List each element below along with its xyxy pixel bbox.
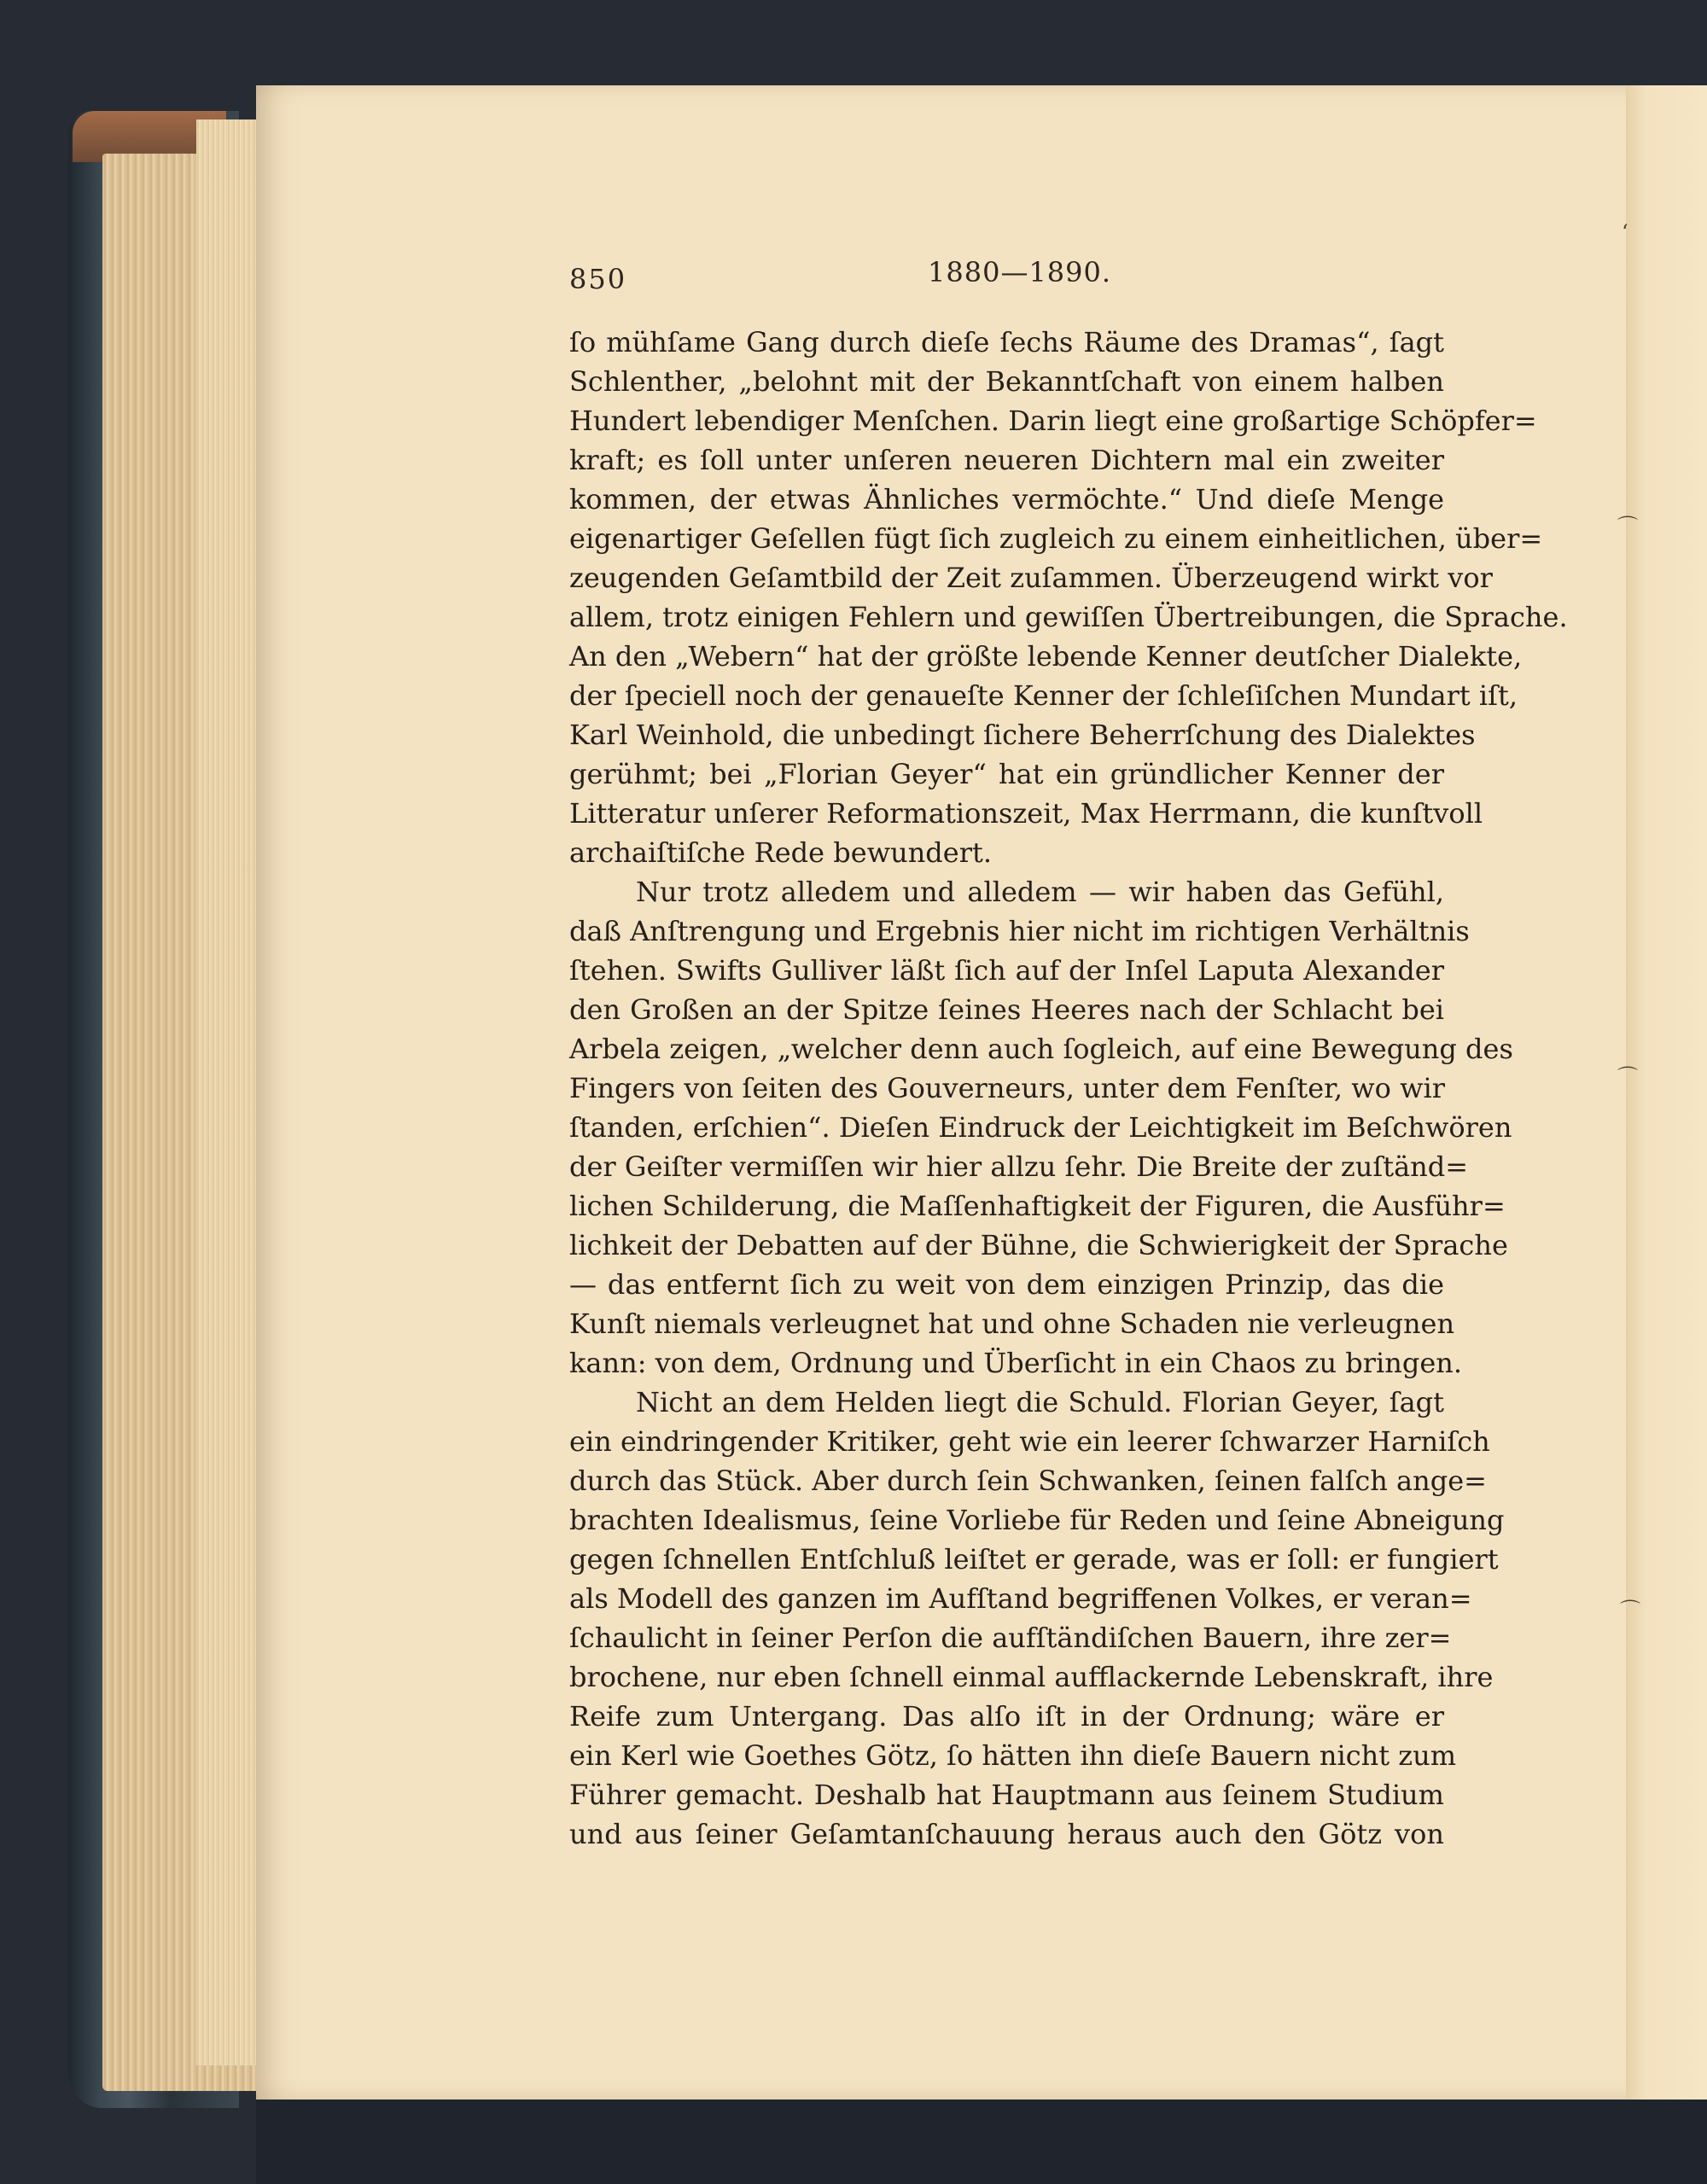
- text-line: durch das Stück. Aber durch ſein Schwanken, ſeinen falſch ange=: [569, 1465, 1487, 1497]
- margin-mark: ⌒: [1617, 515, 1638, 539]
- text-line: lichkeit der Debatten auf der Bühne, die Schwierigkeit der Sprache: [569, 1229, 1508, 1261]
- text-line: Nur trotz alledem und alledem — wir haben das Gefühl,: [636, 876, 1444, 908]
- text-line: Litteratur unſerer Reformationszeit, Max Herrmann, die kunſtvoll: [569, 797, 1483, 830]
- text-line: ſtehen. Swifts Gulliver läßt ſich auf der Inſel Laputa Alexander: [569, 954, 1444, 987]
- text-line: der Geiſter vermiſſen wir hier allzu ſehr. Die Breite der zuſtänd=: [569, 1150, 1469, 1183]
- page-header: [569, 256, 1461, 299]
- text-line: ein Kerl wie Goethes Götz, ſo hätten ihn dieſe Bauern nicht zum: [569, 1739, 1457, 1772]
- text-line: Fingers von ſeiten des Gouverneurs, unter dem Fenſter, wo wir: [569, 1072, 1445, 1104]
- text-line: daß Anſtrengung und Ergebnis hier nicht im richtigen Verhältnis: [569, 915, 1470, 947]
- text-line: Arbela zeigen, „welcher denn auch ſogleich, auf eine Bewegung des: [569, 1033, 1513, 1065]
- text-line: kraft; es ſoll unter unſeren neueren Dichtern mal ein zweiter: [569, 444, 1444, 476]
- background-bottom: [256, 2100, 1707, 2184]
- running-head: 1880—1890.: [928, 256, 1112, 288]
- text-line: ſchaulicht in ſeiner Perſon die aufſtändiſchen Bauern, ihre zer=: [569, 1622, 1452, 1654]
- margin-mark: ⌒: [1617, 1065, 1638, 1089]
- text-line: ein eindringender Kritiker, geht wie ein leerer ſchwarzer Harniſch: [569, 1425, 1490, 1458]
- body-text: [569, 323, 1568, 1854]
- text-line: archaiſtiſche Rede bewundert.: [569, 836, 993, 869]
- margin-mark: ʻ: [1622, 220, 1628, 244]
- text-line: zeugenden Geſamtbild der Zeit zuſammen. Überzeugend wirkt vor: [569, 562, 1493, 594]
- text-line: brochene, nur eben ſchnell einmal aufflackernde Lebenskraft, ihre: [569, 1661, 1494, 1693]
- page-block-inner-edge: [196, 119, 265, 2065]
- text-line: als Modell des ganzen im Aufſtand begriffenen Volkes, er veran=: [569, 1582, 1472, 1615]
- text-line: Kunſt niemals verleugnet hat und ohne Schaden nie verleugnen: [569, 1307, 1455, 1340]
- text-line: lichen Schilderung, die Maſſenhaftigkeit der Figuren, die Ausführ=: [569, 1190, 1506, 1222]
- text-line: Schlenther, „belohnt mit der Bekanntſchaft von einem halben: [569, 365, 1444, 398]
- text-line: Reife zum Untergang. Das alſo iſt in der Ordnung; wäre er: [569, 1700, 1444, 1733]
- page-number: 850: [569, 263, 627, 295]
- text-line: der ſpeciell noch der genaueſte Kenner der ſchleſiſchen Mundart iſt,: [569, 679, 1518, 712]
- text-line: Hundert lebendiger Menſchen. Darin liegt eine großartige Schöpfer=: [569, 405, 1537, 437]
- text-line: Nicht an dem Helden liegt die Schuld. Florian Geyer, ſagt: [636, 1386, 1444, 1418]
- text-line: gegen ſchnellen Entſchluß leiſtet er gerade, was er ſoll: er fungiert: [569, 1543, 1499, 1575]
- text-line: und aus ſeiner Geſamtanſchauung heraus auch den Götz von: [569, 1818, 1444, 1850]
- text-line: allem, trotz einigen Fehlern und gewiſſen Übertreibungen, die Sprache.: [569, 601, 1568, 633]
- text-line: Führer gemacht. Deshalb hat Hauptmann aus ſeinem Studium: [569, 1779, 1444, 1811]
- text-line: ſo mühſame Gang durch dieſe ſechs Räume des Dramas“, ſagt: [569, 326, 1444, 358]
- text-line: den Großen an der Spitze ſeines Heeres nach der Schlacht bei: [569, 993, 1444, 1026]
- text-line: gerühmt; bei „Florian Geyer“ hat ein gründlicher Kenner der: [569, 758, 1444, 790]
- text-line: eigenartiger Geſellen fügt ſich zugleich zu einem einheitlichen, über=: [569, 522, 1543, 555]
- text-line: kann: von dem, Ordnung und Überſicht in ein Chaos zu bringen.: [569, 1347, 1463, 1379]
- text-line: ſtanden, erſchien“. Dieſen Eindruck der Leichtigkeit im Beſchwören: [569, 1111, 1512, 1144]
- text-line: brachten Idealismus, ſeine Vorliebe für Reden und ſeine Abneigung: [569, 1504, 1505, 1536]
- text-line: An den „Webern“ hat der größte lebende Kenner deutſcher Dialekte,: [569, 640, 1523, 673]
- text-line: — das entfernt ſich zu weit von dem einzigen Prinzip, das die: [569, 1268, 1444, 1301]
- text-line: Karl Weinhold, die unbedingt ſichere Beherrſchung des Dialektes: [569, 719, 1476, 751]
- facing-page-edge: [1626, 85, 1707, 2100]
- margin-mark: ⌒: [1620, 1599, 1640, 1622]
- text-line: kommen, der etwas Ähnliches vermöchte.“ Und dieſe Menge: [569, 483, 1444, 515]
